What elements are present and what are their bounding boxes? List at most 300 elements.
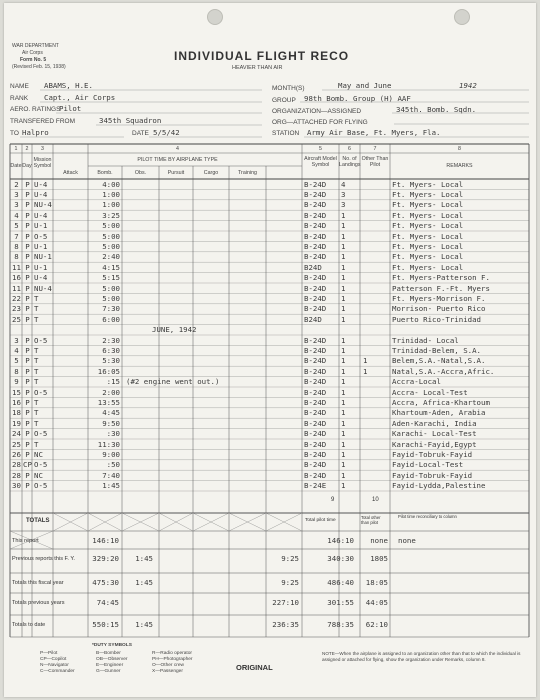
row-day: P: [25, 189, 30, 199]
row-remarks: Natal,S.A.-Accra,Afric.: [392, 366, 495, 376]
row-date: 28: [12, 460, 21, 470]
row-mission: T: [34, 377, 39, 387]
to-date-row-pilot-total: 788:35: [327, 620, 354, 629]
row-bomb-time: 7:30: [102, 304, 120, 314]
column-number: 3: [41, 146, 44, 152]
row-date: 19: [12, 418, 21, 428]
row-note: (#2 engine went out.): [126, 377, 220, 387]
row-remarks: Trinidad-Belem, S.A.: [392, 345, 481, 355]
row-aircraft-model: B-24D: [304, 470, 327, 480]
row-date: 11: [12, 283, 21, 293]
obs-column-header: Obs.: [134, 170, 147, 176]
form-title: INDIVIDUAL FLIGHT RECO: [174, 49, 350, 63]
row-date: 18: [12, 408, 21, 418]
previous-years-row-pilot-total: 301:55: [327, 598, 354, 607]
row-day: P: [25, 304, 30, 314]
duty-symbol-entry: CP—Copilot: [40, 657, 67, 662]
station-value: Army Air Base, Ft. Myers, Fla.: [307, 128, 441, 137]
row-landings: 1: [341, 418, 346, 428]
row-mission: T: [34, 408, 39, 418]
row-landings: 1: [341, 241, 346, 251]
totals-label: TOTALS: [26, 518, 50, 524]
row-day: P: [25, 314, 30, 324]
row-mission: T: [34, 304, 39, 314]
row-mission: O-5: [34, 231, 48, 241]
row-bomb-time: 5:00: [102, 283, 120, 293]
row-day: P: [25, 252, 30, 262]
row-day: P: [25, 470, 30, 480]
row-date: 9: [14, 377, 19, 387]
row-landings: 1: [341, 387, 346, 397]
bomb-column-header: Bomb.: [97, 170, 113, 176]
row-mission: O-5: [34, 460, 48, 470]
previous-reports-row-training: 9:25: [281, 554, 299, 563]
row-date: 7: [14, 231, 19, 241]
row-bomb-time: 5:30: [102, 356, 120, 366]
form-subtitle: HEAVIER THAN AIR: [232, 65, 283, 71]
station-label: STATION: [272, 130, 300, 137]
row-remarks: Ft. Myers- Local: [392, 189, 464, 199]
row-landings: 1: [341, 470, 346, 480]
row-day: P: [25, 449, 30, 459]
row-remarks: Fayid-Tobruk-Fayid: [392, 449, 473, 459]
row-mission: O-5: [34, 481, 48, 491]
row-aircraft-model: B-24D: [304, 273, 327, 283]
row-day: P: [25, 293, 30, 303]
row-remarks: Ft. Myers- Local: [392, 262, 464, 272]
row-landings: 1: [341, 293, 346, 303]
ratings-value: Pilot: [59, 104, 82, 113]
month-divider: JUNE, 1942: [152, 325, 197, 335]
row-aircraft-model: B-24D: [304, 241, 327, 251]
row-mission: T: [34, 439, 39, 449]
row-aircraft-model: B-24D: [304, 460, 327, 470]
row-mission: U-4: [34, 179, 48, 189]
to-date-row-obs: 1:45: [135, 620, 153, 629]
row-date: 4: [14, 210, 19, 220]
row-remarks: Accra- Local-Test: [392, 387, 468, 397]
row-date: 5: [14, 356, 19, 366]
duty-symbol-entry: PH—Photographer: [152, 657, 193, 662]
row-bomb-time: 16:05: [97, 366, 120, 376]
row-date: 3: [14, 335, 19, 345]
row-aircraft-model: B-24D: [304, 210, 327, 220]
row-remarks: Ft. Myers-Morrison F.: [392, 293, 486, 303]
name-value: ABAMS, H.E.: [44, 81, 93, 90]
previous-reports-row-label: Previous reports this F. Y.: [12, 556, 75, 562]
previous-years-row-other-total: 44:05: [365, 598, 388, 607]
pursuit-column-header: Pursuit: [167, 170, 185, 176]
row-day: P: [25, 481, 30, 491]
row-remarks: Karachi- Local-Test: [392, 429, 477, 439]
row-aircraft-model: B24D: [304, 314, 322, 324]
row-remarks: Fayid-Tobruk-Fayid: [392, 470, 473, 480]
row-aircraft-model: B-24D: [304, 231, 327, 241]
department-sublabel: Air Corps: [22, 50, 43, 56]
duty-symbol-entry: B—Bomber: [96, 651, 121, 656]
row-landings: 1: [341, 408, 346, 418]
row-aircraft-model: B-24D: [304, 429, 327, 439]
row-date: 23: [12, 304, 21, 314]
row-bomb-time: 3:25: [102, 210, 120, 220]
row-landings: 1: [341, 345, 346, 355]
row-date: 25: [12, 439, 21, 449]
row-remarks: Ft. Myers- Local: [392, 221, 464, 231]
row-mission: T: [34, 397, 39, 407]
row-aircraft-model: B-24D: [304, 200, 327, 210]
row-day: P: [25, 241, 30, 251]
other-column-header: Other Than Pilot: [361, 156, 389, 168]
row-bomb-time: 5:00: [102, 231, 120, 241]
transferred-value: 345th Squadron: [99, 116, 162, 125]
column-number: 7: [373, 146, 377, 152]
row-aircraft-model: B-24D: [304, 418, 327, 428]
row-date: 30: [12, 481, 21, 491]
row-aircraft-model: B24D: [304, 262, 322, 272]
row-aircraft-model: B-24D: [304, 345, 327, 355]
row-date: 4: [14, 345, 19, 355]
row-bomb-time: :50: [106, 460, 120, 470]
row-remarks: Khartoum-Aden, Arabia: [392, 408, 486, 418]
to-date-row-other-total: 62:10: [365, 620, 388, 629]
row-remarks: Ft. Myers- Local: [392, 179, 464, 189]
row-mission: O-5: [34, 429, 48, 439]
row-bomb-time: 11:30: [97, 439, 120, 449]
this-report-row-pilot-total: 146:10: [327, 536, 354, 545]
ratings-label: AERO. RATINGS: [10, 106, 61, 113]
row-date: 3: [14, 189, 19, 199]
row-bomb-time: 5:15: [102, 273, 120, 283]
row-day: P: [25, 397, 30, 407]
row-bomb-time: 1:45: [102, 481, 120, 491]
fiscal-year-row-other-total: 18:05: [365, 578, 388, 587]
row-mission: T: [34, 293, 39, 303]
to-date-row-label: Totals to date: [12, 622, 46, 628]
duty-symbol-entry: E—Engineer: [96, 663, 124, 668]
mission-column-header: Mission Symbol: [33, 157, 52, 169]
row-day: P: [25, 418, 30, 428]
row-mission: NU-4: [34, 200, 52, 210]
row-landings: 1: [341, 439, 346, 449]
row-mission: T: [34, 418, 39, 428]
duty-symbol-entry: N—Navigator: [40, 663, 69, 668]
row-aircraft-model: B-24D: [304, 356, 327, 366]
row-landings: 1: [341, 335, 346, 345]
row-day: P: [25, 200, 30, 210]
row-mission: U-4: [34, 210, 48, 220]
flight-record-form: [4, 3, 536, 697]
row-remarks: Ft. Myers- Local: [392, 200, 464, 210]
to-label: TO: [10, 130, 19, 137]
row-landings: 1: [341, 460, 346, 470]
row-aircraft-model: B-24D: [304, 304, 327, 314]
row-day: CP: [23, 460, 32, 470]
row-date: 8: [14, 252, 19, 262]
name-label: NAME: [10, 83, 29, 90]
row-landings: 1: [341, 397, 346, 407]
row-day: P: [25, 387, 30, 397]
organization-value: 345th. Bomb. Sqdn.: [396, 105, 477, 114]
column-number: 5: [319, 146, 322, 152]
row-date: 16: [12, 397, 21, 407]
row-mission: T: [34, 345, 39, 355]
row-remarks: Belem,S.A.-Natal,S.A.: [392, 356, 486, 366]
previous-years-row-label: Totals previous years: [12, 600, 65, 606]
row-landings: 1: [341, 283, 346, 293]
row-mission: U-1: [34, 262, 48, 272]
row-day: P: [25, 408, 30, 418]
column-number: 9: [331, 497, 335, 503]
row-day: P: [25, 335, 30, 345]
footer-note: NOTE—When the airplane is assigned to an organization other than that to which the individual is assigned or attached for flying, show the organization under Remarks, column 8.: [322, 651, 521, 662]
row-day: P: [25, 221, 30, 231]
column-number: 4: [176, 146, 179, 152]
row-bomb-time: 5:00: [102, 293, 120, 303]
row-landings: 1: [341, 231, 346, 241]
row-bomb-time: 13:55: [97, 397, 120, 407]
row-landings: 1: [341, 221, 346, 231]
row-remarks: Karachi-Fayid,Egypt: [392, 439, 477, 449]
row-day: P: [25, 356, 30, 366]
row-day: P: [25, 439, 30, 449]
row-remarks: Ft. Myers- Local: [392, 231, 464, 241]
row-bomb-time: 1:00: [102, 200, 120, 210]
duty-symbol-entry: R—Radio operator: [152, 651, 192, 656]
to-date-row-bomb: 550:15: [92, 620, 119, 629]
row-bomb-time: 2:00: [102, 387, 120, 397]
row-aircraft-model: B-24D: [304, 221, 327, 231]
row-bomb-time: :30: [106, 429, 120, 439]
row-remarks: Patterson F.-Ft. Myers: [392, 283, 490, 293]
month-value: May and June: [338, 81, 392, 90]
row-remarks: Ft. Myers-Patterson F.: [392, 273, 490, 283]
pilot-time-recon-label: Pilot time reconciliary to column: [398, 514, 457, 519]
column-number: 6: [348, 146, 351, 152]
day-column-header: Day: [22, 163, 32, 169]
row-aircraft-model: B-24D: [304, 377, 327, 387]
duty-symbol-entry: G—Gunner: [96, 669, 121, 674]
row-bomb-time: 4:15: [102, 262, 120, 272]
pilot-time-header: PILOT TIME BY AIRPLANE TYPE: [137, 157, 218, 163]
row-bomb-time: 6:00: [102, 314, 120, 324]
row-mission: T: [34, 356, 39, 366]
row-aircraft-model: B-24D: [304, 439, 327, 449]
row-aircraft-model: B-24D: [304, 179, 327, 189]
row-mission: O-5: [34, 387, 48, 397]
column-number: 8: [458, 146, 461, 152]
row-day: P: [25, 273, 30, 283]
row-date: 28: [12, 470, 21, 480]
date-column-header: Date: [10, 163, 22, 169]
row-date: 3: [14, 200, 19, 210]
row-landings: 1: [341, 449, 346, 459]
fiscal-year-row-obs: 1:45: [135, 578, 153, 587]
row-landings: 1: [341, 273, 346, 283]
row-remarks: Ft. Myers- Local: [392, 210, 464, 220]
row-bomb-time: 6:30: [102, 345, 120, 355]
row-date: 11: [12, 262, 21, 272]
row-bomb-time: 2:40: [102, 252, 120, 262]
duty-symbol-entry: O—Other crew: [152, 663, 184, 668]
row-day: P: [25, 345, 30, 355]
row-aircraft-model: B-24D: [304, 283, 327, 293]
rank-label: RANK: [10, 95, 29, 102]
remarks-column-header: REMARKS: [446, 163, 473, 169]
row-date: 8: [14, 241, 19, 251]
row-mission: NU-1: [34, 252, 52, 262]
row-other-than-pilot: 1: [363, 356, 368, 366]
row-date: 16: [12, 273, 21, 283]
total-other-label: Total other than pilot: [361, 515, 381, 525]
row-mission: NU-4: [34, 283, 52, 293]
row-date: 2: [14, 179, 19, 189]
column-number: 1: [14, 146, 18, 152]
row-aircraft-model: B-24D: [304, 335, 327, 345]
organization-label: ORGANIZATION—ASSIGNED: [272, 108, 362, 115]
row-landings: 1: [341, 481, 346, 491]
row-bomb-time: :15: [106, 377, 120, 387]
fiscal-year-row-training: 9:25: [281, 578, 299, 587]
fiscal-year-row-bomb: 475:30: [92, 578, 119, 587]
to-value: Halpro: [22, 128, 49, 137]
row-landings: 1: [341, 429, 346, 439]
column-number: 2: [25, 146, 29, 152]
row-landings: 1: [341, 356, 346, 366]
this-report-row-label: This report: [12, 538, 39, 544]
row-bomb-time: 5:00: [102, 221, 120, 231]
row-landings: 1: [341, 262, 346, 272]
row-remarks: Trinidad- Local: [392, 335, 459, 345]
row-mission: NC: [34, 449, 43, 459]
group-label: GROUP: [272, 97, 296, 104]
row-remarks: Fayid-Lydda,Palestine: [392, 481, 486, 491]
row-landings: 1: [341, 377, 346, 387]
attack-column-header: Attack: [63, 170, 78, 176]
duty-symbol-entry: C—Commander: [40, 669, 75, 674]
fiscal-year-row-label: Totals this fiscal year: [12, 580, 64, 586]
row-aircraft-model: B-24D: [304, 397, 327, 407]
duty-symbols-title: *DUTY SYMBOLS: [92, 643, 132, 648]
row-landings: 4: [341, 179, 346, 189]
row-day: P: [25, 377, 30, 387]
to-date-row-training: 236:35: [272, 620, 299, 629]
row-aircraft-model: B-24D: [304, 408, 327, 418]
cargo-column-header: Cargo: [203, 170, 219, 176]
month-label: MONTH(S): [272, 85, 305, 92]
rank-value: Capt., Air Corps: [44, 93, 116, 102]
previous-years-row-bomb: 74:45: [96, 598, 119, 607]
row-other-than-pilot: 1: [363, 366, 368, 376]
row-bomb-time: 5:00: [102, 241, 120, 251]
row-bomb-time: 7:40: [102, 470, 120, 480]
row-aircraft-model: B-24D: [304, 252, 327, 262]
row-remarks: Accra, Africa-Khartoum: [392, 397, 490, 407]
row-remarks: Ft. Myers- Local: [392, 252, 464, 262]
duty-symbol-entry: X—Passenger: [152, 669, 183, 674]
row-mission: T: [34, 366, 39, 376]
row-remarks: Aden-Karachi, India: [392, 418, 477, 428]
row-mission: U-4: [34, 273, 48, 283]
row-day: P: [25, 210, 30, 220]
row-remarks: Puerto Rico-Trinidad: [392, 314, 481, 324]
row-day: P: [25, 429, 30, 439]
row-landings: 1: [341, 304, 346, 314]
row-date: 25: [12, 314, 21, 324]
row-remarks: Accra-Local: [392, 377, 441, 387]
row-aircraft-model: B-24D: [304, 189, 327, 199]
row-aircraft-model: B-24D: [304, 387, 327, 397]
total-pilot-label: Total pilot time: [305, 518, 336, 523]
row-mission: U-1: [34, 241, 48, 251]
row-mission: U-1: [34, 221, 48, 231]
this-report-row-other-total: none: [370, 536, 388, 545]
row-landings: 3: [341, 189, 346, 199]
row-landings: 1: [341, 366, 346, 376]
row-date: 22: [12, 293, 21, 303]
row-landings: 3: [341, 200, 346, 210]
department-label: WAR DEPARTMENT: [12, 43, 59, 49]
fiscal-year-row-pilot-total: 486:40: [327, 578, 354, 587]
row-mission: T: [34, 314, 39, 324]
date-value: 5/5/42: [153, 128, 180, 137]
row-date: 15: [12, 387, 21, 397]
previous-reports-row-other-total: 1805: [370, 554, 388, 563]
form-number: Form No. 5: [20, 57, 47, 63]
previous-years-row-training: 227:10: [272, 598, 299, 607]
model-column-header: Aircraft Model Symbol: [304, 156, 337, 168]
previous-reports-row-pilot-total: 340:30: [327, 554, 354, 563]
previous-reports-row-obs: 1:45: [135, 554, 153, 563]
row-date: 8: [14, 366, 19, 376]
group-value: 98th Bomb. Group (H) AAF: [304, 94, 411, 103]
row-mission: O-5: [34, 335, 48, 345]
this-report-row-recon: none: [398, 536, 416, 545]
row-aircraft-model: B-24D: [304, 293, 327, 303]
row-bomb-time: 2:30: [102, 335, 120, 345]
row-date: 24: [12, 429, 21, 439]
row-remarks: Ft. Myers- Local: [392, 241, 464, 251]
form-revision: (Revised Feb. 15, 1938): [12, 64, 66, 70]
row-date: 5: [14, 221, 19, 231]
landings-column-header: No. of Landings: [339, 156, 361, 168]
row-mission: NC: [34, 470, 43, 480]
row-aircraft-model: B-24D: [304, 366, 327, 376]
org-attached-label: ORG—ATTACHED FOR FLYING: [272, 119, 368, 126]
previous-reports-row-bomb: 329:20: [92, 554, 119, 563]
duty-symbol-entry: P—Pilot: [40, 651, 58, 656]
year-value: 1942: [459, 81, 477, 90]
original-stamp: ORIGINAL: [236, 663, 273, 672]
row-landings: 1: [341, 210, 346, 220]
row-bomb-time: 4:45: [102, 408, 120, 418]
row-remarks: Fayid-Local-Test: [392, 460, 464, 470]
row-bomb-time: 9:00: [102, 449, 120, 459]
row-day: P: [25, 179, 30, 189]
row-landings: 1: [341, 252, 346, 262]
training-column-header: Training: [238, 170, 257, 176]
row-mission: U-4: [34, 189, 48, 199]
column-number: 10: [372, 497, 379, 503]
row-day: P: [25, 283, 30, 293]
row-bomb-time: 9:50: [102, 418, 120, 428]
this-report-row-bomb: 146:10: [92, 536, 119, 545]
row-remarks: Morrison- Puerto Rico: [392, 304, 486, 314]
row-day: P: [25, 262, 30, 272]
date-label: DATE: [132, 130, 149, 137]
row-day: P: [25, 366, 30, 376]
transferred-label: TRANSFERED FROM: [10, 118, 75, 125]
row-bomb-time: 4:00: [102, 179, 120, 189]
